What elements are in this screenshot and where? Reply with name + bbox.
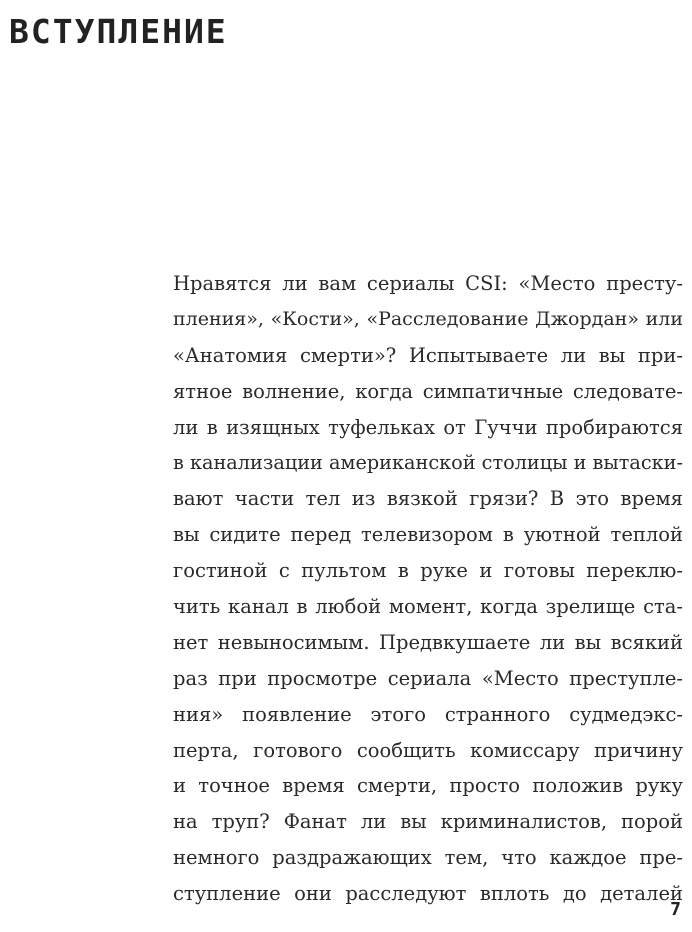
text-line: перта, готового сообщить комиссару причину xyxy=(173,738,683,762)
text-line: на труп? Фанат ли вы криминалистов, порой xyxy=(173,810,683,834)
text-line: «Анатомия смерти»? Испытываете ли вы при- xyxy=(173,343,683,367)
page-number: 7 xyxy=(670,899,681,920)
text-line: и точное время смерти, просто положив руку xyxy=(173,774,683,798)
chapter-heading: ВСТУПЛЕНИЕ xyxy=(9,12,228,51)
text-line: в канализации американской столицы и вытаски- xyxy=(173,451,683,475)
text-line: ятное волнение, когда симпатичные следовате- xyxy=(173,379,683,403)
text-line: вают части тел из вязкой грязи? В это время xyxy=(173,487,683,511)
text-line: гостиной с пультом в руке и готовы переклю- xyxy=(173,559,683,583)
text-line: раз при просмотре сериала «Место преступле- xyxy=(173,666,683,690)
text-line: ния» появление этого странного судмедэкс- xyxy=(173,702,683,726)
text-line: ступление они расследуют вплоть до деталей xyxy=(173,882,683,906)
text-line: немного раздражающих тем, что каждое пре- xyxy=(173,846,683,870)
text-line: Нравятся ли вам сериалы CSI: «Место престу- xyxy=(173,272,683,295)
text-line: ли в изящных туфельках от Гуччи пробираются xyxy=(173,415,683,439)
text-line: вы сидите перед телевизором в уютной теплой xyxy=(173,523,683,547)
text-line: пления», «Кости», «Расследование Джордан» или xyxy=(173,307,683,330)
body-text xyxy=(173,266,683,912)
text-line: чить канал в любой момент, когда зрелище ста- xyxy=(173,595,683,619)
text-line: нет невыносимым. Предвкушаете ли вы всякий xyxy=(173,630,683,654)
